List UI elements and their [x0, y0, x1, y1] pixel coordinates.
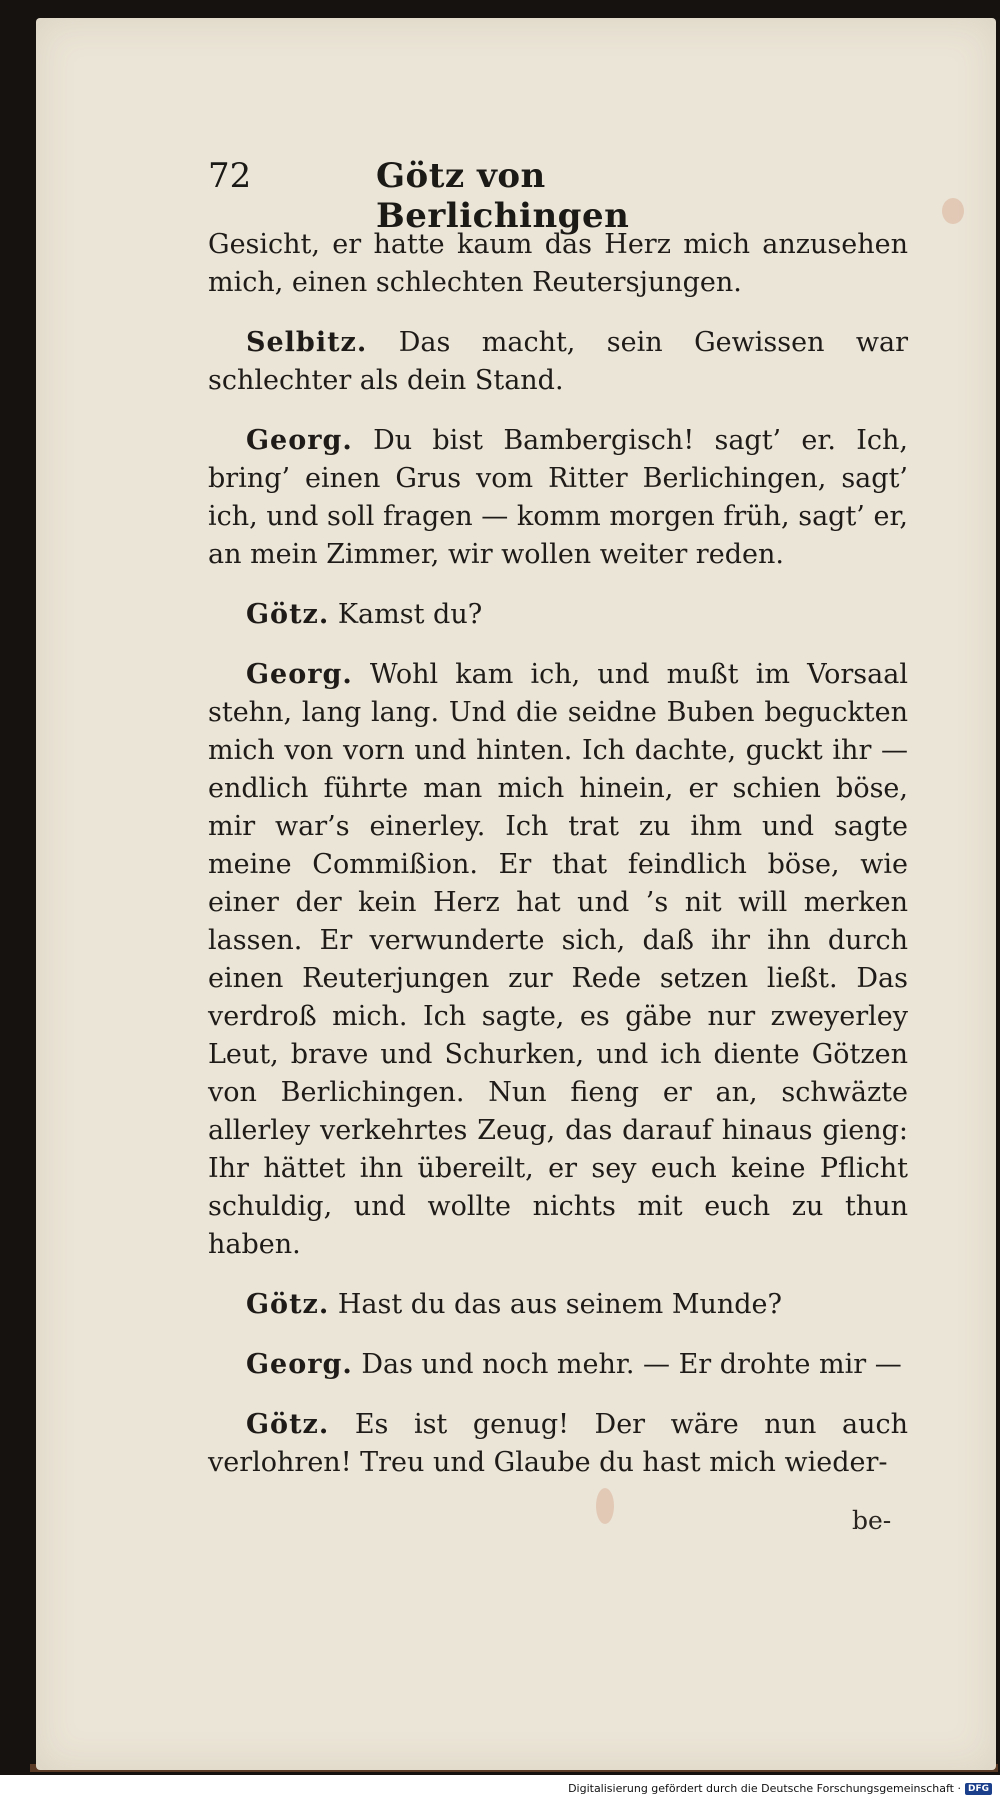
- running-title: Götz von Berlichingen: [376, 156, 630, 236]
- speech-text: Wohl kam ich, und mußt im Vorsaal stehn, lang lang. Und die seidne Buben beguckten mich von vorn und hinten. Ich dachte, guckt ihr — endlich führte man mich hinein, er schien böse, mir war’s einerley. Ich trat zu ihm und sagte meine Commißion. Er that feindlich böse, wie einer der kein Herz hat und ’s nit will merken lassen. Er verwunderte sich, daß ihr ihn durch einen Reuterjungen zur Rede setzen ließt. Das verdroß mich. Ich sagte, es gäbe nur zweyerley Leut, brave und Schurken, und ich diente Götzen von Berlichingen. Nun fieng er an, schwäzte allerley verkehrtes Zeug, das darauf hinaus gieng: Ihr hättet ihn übereilt, er sey euch keine Pflicht schuldig, und wollte nichts mit euch zu thun haben.: [208, 659, 908, 1260]
- speech-text: Es ist genug! Der wäre nun auch verlohren! Treu und Glaube du hast mich wieder-: [208, 1409, 908, 1478]
- speaker-name: Georg.: [246, 425, 353, 456]
- speech: [208, 1286, 908, 1324]
- dfg-logo: DFG: [965, 1783, 992, 1795]
- catchword: be-: [852, 1506, 892, 1535]
- speaker-name: Georg.: [246, 659, 353, 690]
- page-number: 72: [208, 156, 252, 196]
- speech-text: Hast du das aus seinem Munde?: [337, 1289, 782, 1320]
- speech: [208, 596, 908, 634]
- speech-text: Kamst du?: [337, 599, 483, 630]
- speech: [208, 324, 908, 400]
- paper-stain: [942, 198, 964, 224]
- speech-text: Das und noch mehr. — Er drohte mir —: [361, 1349, 902, 1380]
- speech-text: Das macht, sein Gewissen war schlechter als dein Stand.: [208, 327, 909, 396]
- page-header: [208, 156, 768, 236]
- digitization-footer: [568, 1782, 992, 1795]
- speech: [208, 656, 908, 1264]
- speaker-name: Götz.: [246, 1409, 330, 1440]
- main-text: [208, 226, 908, 1504]
- footer-credit: Digitalisierung gefördert durch die Deutsche Forschungsgemeinschaft ·: [568, 1782, 961, 1795]
- speech: [208, 1346, 908, 1384]
- speech: [208, 422, 908, 574]
- paragraph-text: Gesicht, er hatte kaum das Herz mich anzusehen mich, einen schlechten Reutersjungen.: [208, 229, 908, 298]
- speaker-name: Götz.: [246, 599, 330, 630]
- speaker-name: Götz.: [246, 1289, 330, 1320]
- speech: [208, 1406, 908, 1482]
- speaker-name: Georg.: [246, 1349, 353, 1380]
- paragraph: [208, 226, 908, 302]
- speaker-name: Selbitz.: [246, 327, 368, 358]
- speech-text: Du bist Bambergisch! sagt’ er. Ich, bring’ einen Grus vom Ritter Berlichingen, sagt’ ich, und soll fragen — komm morgen früh, sagt’ er, an mein Zimmer, wir wollen weiter reden.: [208, 425, 908, 570]
